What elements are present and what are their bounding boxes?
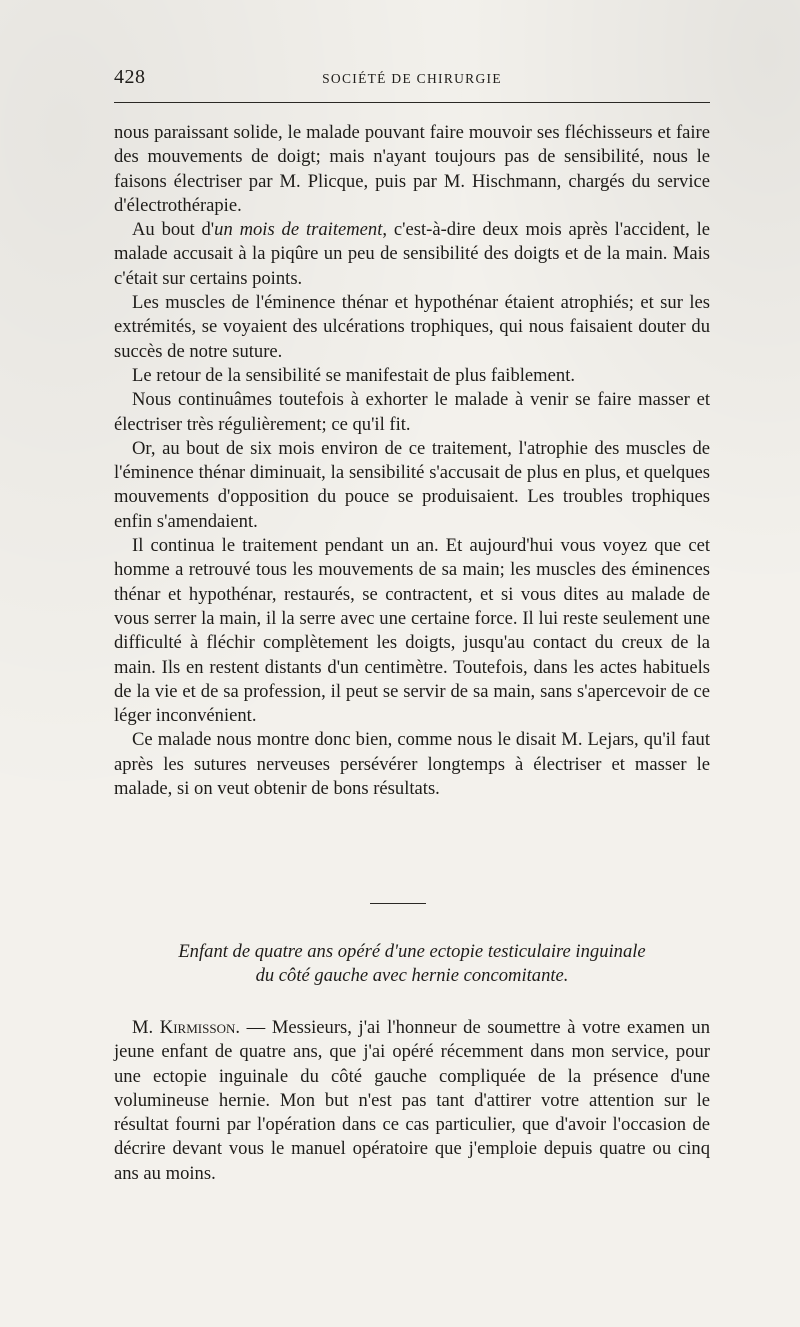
paragraph-2-lead: Au bout d' (132, 219, 215, 241)
paragraph-3: Les muscles de l'éminence thénar et hypothénar étaient atrophiés; et sur les extrémités, se voyaient des ulcérations trophiques, qui nous faisaient douter du succès de notre suture. (114, 292, 710, 362)
paragraph-1: nous paraissant solide, le malade pouvant faire mouvoir ses fléchisseurs et faire des mouvements de doigt; mais n'ayant toujours pas de sensibilité, nous le faisons électriser par M. Plicque, puis par M. Hischmann, chargés du service d'électrothérapie. (114, 122, 710, 216)
paragraph-2-rest: , c'est-à-dire deux mois après l'accident, le malade accusait à la piqûre un peu de sensibilité des doigts et de la main. Mais c'était sur certains points. (114, 219, 710, 289)
paragraph-6: Or, au bout de six mois environ de ce traitement, l'atrophie des muscles de l'éminence thénar diminuait, la sensibilité s'accusait de plus en plus, et quelques mouvements d'opposition du pouce se produisaient. Les troubles trophiques enfin s'amendaient. (114, 437, 710, 532)
paragraph-2 (114, 218, 710, 291)
main-text (114, 121, 710, 801)
page-header (114, 66, 710, 96)
section-title (114, 940, 710, 989)
section-body (114, 1016, 710, 1186)
section-title-line-2: du côté gauche avec hernie concomitante. (255, 965, 569, 987)
running-head: SOCIÉTÉ DE CHIRURGIE (322, 71, 502, 86)
section-separator (370, 903, 426, 904)
paragraph-7: Il continua le traitement pendant un an. Et aujourd'hui vous voyez que cet homme a retrouvé tous les mouvements de sa main; les muscles des éminences thénar et hypothénar, restaurés, se contractent, et si vous dites au malade de vous serrer la main, il la serre avec une certaine force. Il lui reste seulement une difficulté à fléchir complètement les doigts, jusqu'au contact du creux de la main. Ils en restent distants d'un centimètre. Toutefois, dans les actes habituels de la vie et de sa profession, il peut se servir de sa main, sans s'apercevoir de ce léger inconvénient. (114, 535, 710, 727)
paragraph-8: Ce malade nous montre donc bien, comme nous le disait M. Lejars, qu'il faut après les sutures nerveuses persévérer longtemps à électriser et masser le malade, si on veut obtenir de bons résultats. (114, 729, 710, 800)
page-number: 428 (114, 66, 146, 88)
section-paragraph-text: — Messieurs, j'ai l'honneur de soumettre à votre examen un jeune enfant de quatre ans, que j'ai opéré récemment dans mon service, pour une ectopie inguinale du côté gauche compliquée de la présence d'une volumineuse hernie. Mon but n'est pas tant d'attirer votre attention sur le résultat fourni par l'opération dans ce cas particulier, que d'avoir l'occasion de décrire devant vous le manuel opératoire que j'emploie depuis quatre ou cinq ans au moins. (114, 1017, 711, 1184)
header-rule (114, 102, 710, 103)
paragraph-5: Nous continuâmes toutefois à exhorter le malade à venir se faire masser et électriser très régulièrement; ce qu'il fit. (114, 389, 710, 435)
speaker-name: M. Kirmisson. (132, 1017, 241, 1038)
paragraph-4: Le retour de la sensibilité se manifestait de plus faiblement. (132, 364, 576, 386)
paragraph-2-italic: un mois de traitement (214, 219, 383, 241)
section-paragraph (114, 1016, 710, 1186)
section-title-line-1: Enfant de quatre ans opéré d'une ectopie testiculaire inguinale (178, 941, 646, 962)
